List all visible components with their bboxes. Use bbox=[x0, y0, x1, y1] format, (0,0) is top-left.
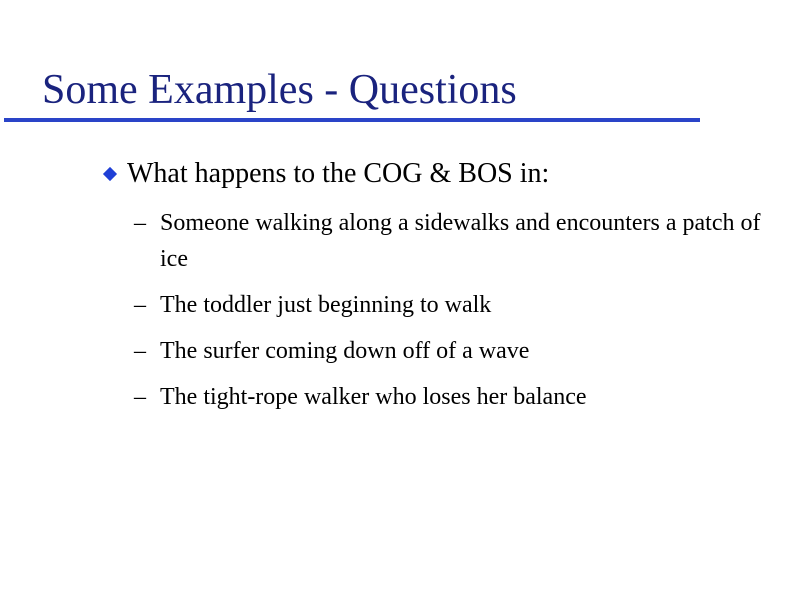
dash-bullet-icon: – bbox=[134, 292, 146, 318]
sub-bullet-item bbox=[134, 287, 774, 323]
sub-bullet-text: Someone walking along a sidewalks and encounters a patch of ice bbox=[160, 210, 761, 272]
main-bullet-text: What happens to the COG & BOS in: bbox=[127, 158, 550, 189]
diamond-bullet-icon bbox=[103, 167, 117, 181]
sub-bullet-item bbox=[134, 379, 774, 415]
slide-title: Some Examples - Questions bbox=[42, 67, 517, 113]
sub-bullet-item bbox=[134, 333, 774, 369]
dash-bullet-icon: – bbox=[134, 210, 146, 236]
dash-bullet-icon: – bbox=[134, 338, 146, 364]
sub-bullet-item bbox=[134, 205, 774, 277]
sub-bullet-list bbox=[134, 205, 774, 425]
dash-bullet-icon: – bbox=[134, 384, 146, 410]
sub-bullet-text: The toddler just beginning to walk bbox=[160, 292, 492, 318]
sub-bullet-text: The tight-rope walker who loses her balance bbox=[160, 384, 587, 410]
sub-bullet-text: The surfer coming down off of a wave bbox=[160, 338, 530, 364]
